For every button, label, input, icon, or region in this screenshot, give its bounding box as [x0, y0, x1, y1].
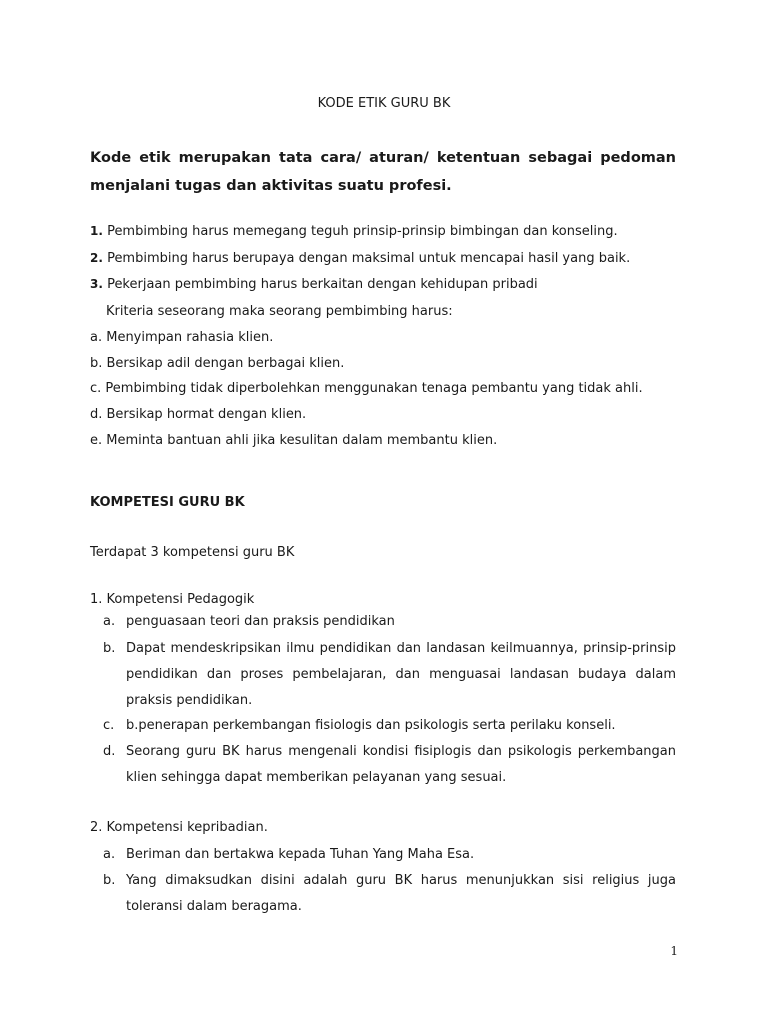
criteria-intro: Kriteria seseorang maka seorang pembimbing harus:: [106, 304, 453, 319]
numbered-item: [90, 251, 630, 266]
section-heading: KOMPETESI GURU BK: [90, 495, 245, 510]
sub-text: penguasaan teori dan praksis pendidikan: [126, 614, 395, 629]
criteria-item: a. Menyimpan rahasia klien.: [90, 330, 274, 345]
sub-text: Beriman dan bertakwa kepada Tuhan Yang Maha Esa.: [126, 847, 475, 862]
item-number: 3.: [90, 277, 103, 291]
document-title: KODE ETIK GURU BK: [317, 96, 451, 111]
kompetensi-intro: Terdapat 3 kompetensi guru BK: [90, 545, 295, 560]
sub-text: Dapat mendeskripsikan ilmu pendidikan dan landasan keilmuannya, prinsip-prinsip pendidikan dan proses pembelajaran, dan menguasai landasan budaya dalam praksis pendidikan.: [126, 641, 676, 708]
page-number: 1: [670, 944, 678, 958]
sub-label: a.: [103, 847, 116, 862]
sub-label: b.: [103, 873, 116, 888]
sub-text: Seorang guru BK harus mengenali kondisi fisiplogis dan psikologis perkembangan klien sehingga dapat memberikan pelayanan yang sesuai.: [126, 744, 676, 785]
criteria-item: d. Bersikap hormat dengan klien.: [90, 407, 307, 422]
sub-text: b.penerapan perkembangan fisiologis dan psikologis serta perilaku konseli.: [126, 718, 616, 733]
intro-paragraph: Kode etik merupakan tata cara/ aturan/ ketentuan sebagai pedoman menjalani tugas dan aktivitas suatu profesi.: [90, 150, 676, 194]
section-title: 1. Kompetensi Pedagogik: [90, 592, 255, 607]
sub-label: c.: [103, 718, 115, 733]
sub-label: d.: [103, 744, 116, 759]
sub-label: a.: [103, 614, 116, 629]
sub-label: b.: [103, 641, 116, 656]
criteria-item: b. Bersikap adil dengan berbagai klien.: [90, 356, 345, 371]
section-title: 2. Kompetensi kepribadian.: [90, 820, 268, 835]
item-text: Pembimbing harus memegang teguh prinsip-prinsip bimbingan dan konseling.: [107, 224, 618, 239]
sub-text: Yang dimaksudkan disini adalah guru BK harus menunjukkan sisi religius juga toleransi dalam beragama.: [126, 873, 676, 914]
item-number: 2.: [90, 251, 103, 265]
criteria-item: c. Pembimbing tidak diperbolehkan menggunakan tenaga pembantu yang tidak ahli.: [90, 381, 643, 396]
item-text: Pekerjaan pembimbing harus berkaitan dengan kehidupan pribadi: [107, 277, 538, 292]
numbered-item: [90, 224, 618, 239]
numbered-item: [90, 277, 538, 292]
item-text: Pembimbing harus berupaya dengan maksimal untuk mencapai hasil yang baik.: [107, 251, 631, 266]
criteria-item: e. Meminta bantuan ahli jika kesulitan dalam membantu klien.: [90, 433, 498, 448]
item-number: 1.: [90, 224, 103, 238]
